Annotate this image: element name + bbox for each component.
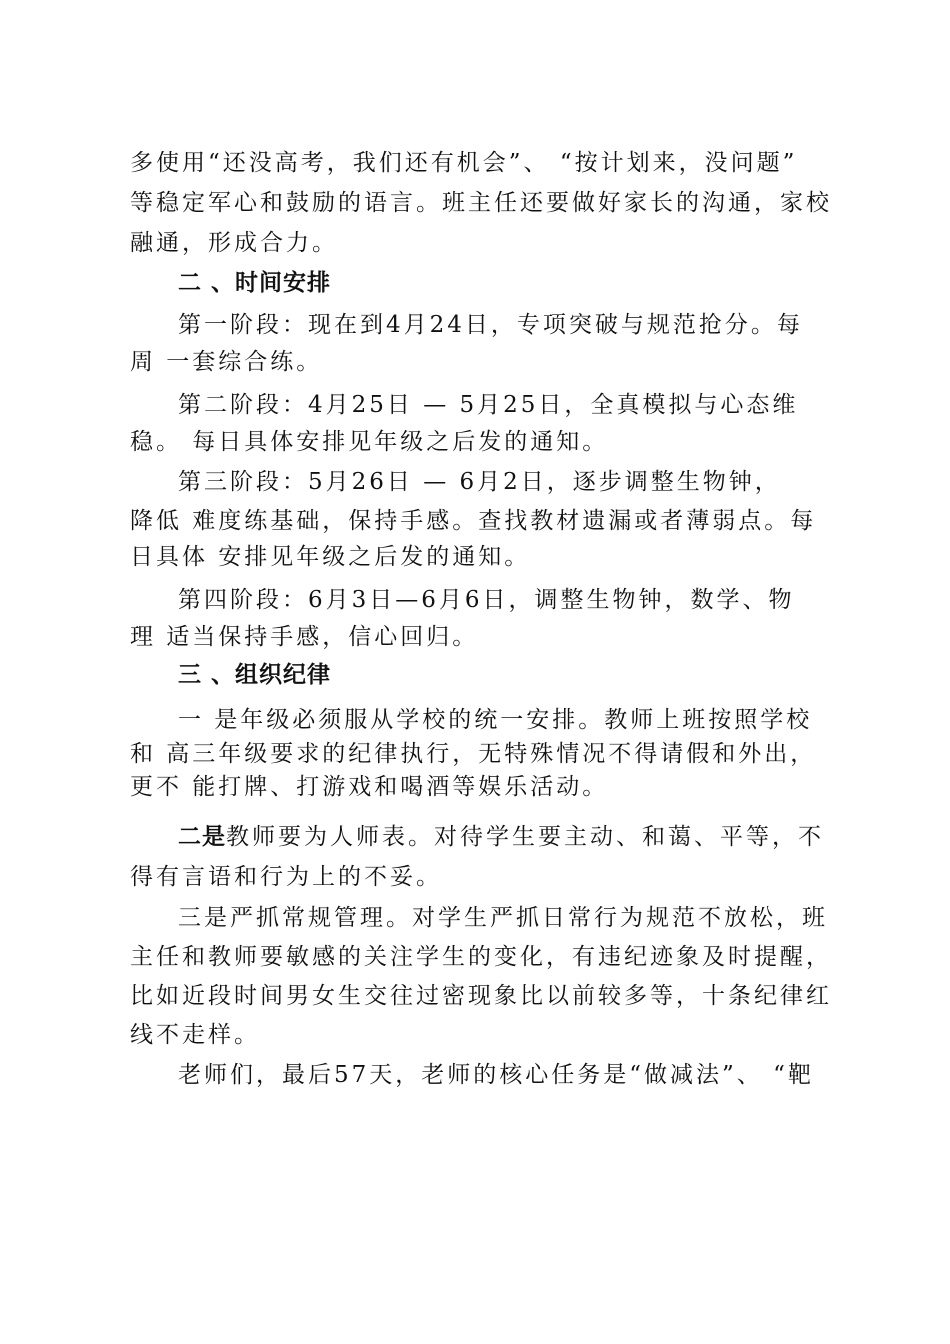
text-line: 一 是年级必须服从学校的统一安排。教师上班按照学校 <box>178 707 813 733</box>
text-line: 等稳定军心和鼓励的语言。班主任还要做好家长的沟通，家校 <box>130 190 832 216</box>
text-line: 第四阶段：6月3日—6月6日，调整生物钟，数学、物 <box>178 587 795 613</box>
text-line: 理 适当保持手感，信心回归。 <box>130 624 479 650</box>
text-line: 第三阶段：5月26日 — 6月2日，逐步调整生物钟， <box>178 469 781 495</box>
text-line <box>178 822 824 852</box>
text-line: 得有言语和行为上的不妥。 <box>130 864 442 890</box>
section-heading: 二 、时间安排 <box>178 270 332 296</box>
text-line: 线不走样。 <box>130 1022 260 1048</box>
text-line: 周 一套综合练。 <box>130 349 323 375</box>
text-line: 三是严抓常规管理。对学生严抓日常行为规范不放松，班 <box>178 905 828 931</box>
text-line: 第二阶段：4月25日 — 5月25日，全真模拟与心态维 <box>178 392 799 418</box>
text-line: 降低 难度练基础，保持手感。查找教材遗漏或者薄弱点。每 <box>130 508 817 534</box>
text-line: 第一阶段：现在到4月24日，专项突破与规范抢分。每 <box>178 312 803 338</box>
text-span: 教师要为人师表。对待学生要主动、和蔼、平等，不 <box>226 824 824 850</box>
text-line: 主任和教师要敏感的关注学生的变化，有违纪迹象及时提醒， <box>130 944 832 970</box>
text-line: 稳。 每日具体安排见年级之后发的通知。 <box>130 429 609 455</box>
bold-lead-text: 二是 <box>178 824 226 850</box>
text-line: 更不 能打牌、打游戏和喝酒等娱乐活动。 <box>130 774 609 800</box>
text-line: 融通，形成合力。 <box>130 230 338 256</box>
text-line: 和 高三年级要求的纪律执行，无特殊情况不得请假和外出， <box>130 741 817 767</box>
text-line: 日具体 安排见年级之后发的通知。 <box>130 544 531 570</box>
text-line: 老师们，最后57天，老师的核心任务是“做减法”、 “靶 <box>178 1062 814 1088</box>
section-heading: 三 、组织纪律 <box>178 662 332 688</box>
text-line: 多使用“还没高考，我们还有机会”、 “按计划来，没问题” <box>130 150 798 176</box>
text-line: 比如近段时间男女生交往过密现象比以前较多等，十条纪律红 <box>130 983 832 1009</box>
